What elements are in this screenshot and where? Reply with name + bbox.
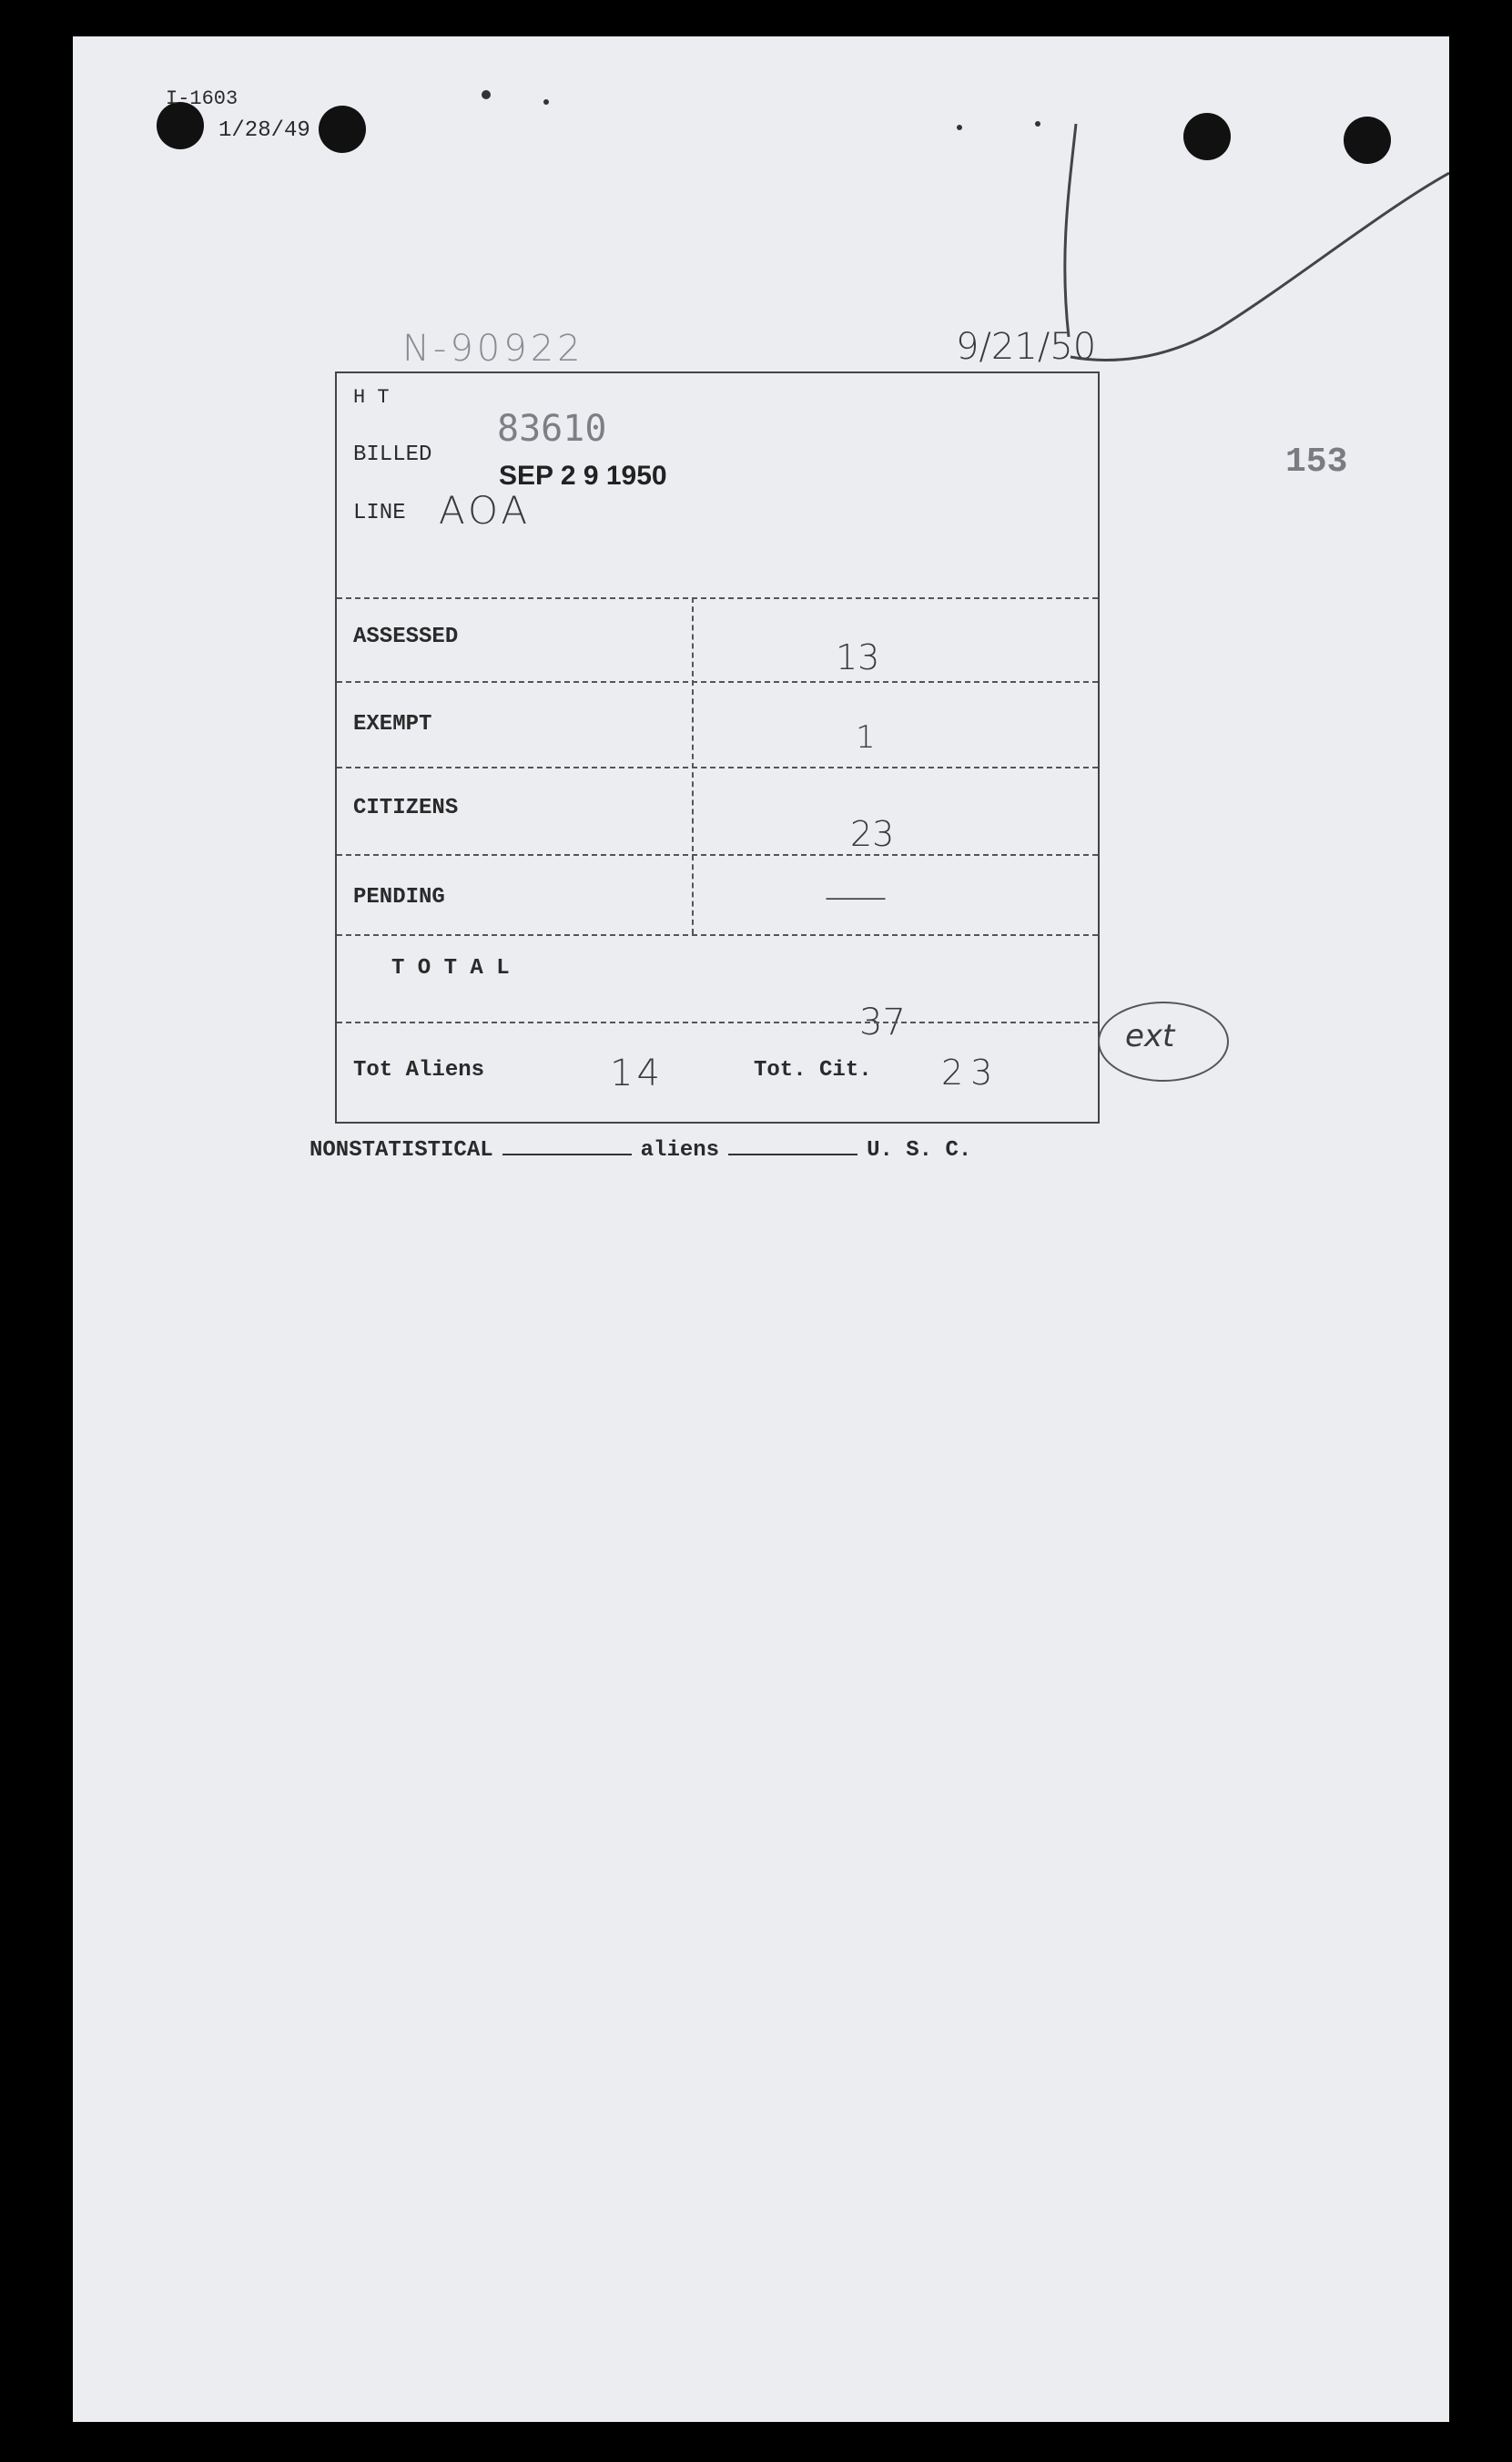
stray-mark — [957, 125, 962, 130]
tot-aliens-label: Tot Aliens — [353, 1058, 485, 1083]
manifest-number: N-90922 — [402, 328, 584, 370]
citizens-label: CITIZENS — [353, 796, 459, 820]
citizens-value: 23 — [850, 814, 895, 854]
line-label: LINE — [353, 501, 406, 525]
tot-cit-value: 23 — [941, 1053, 1000, 1093]
billed-stamp: SEP 2 9 1950 — [499, 461, 667, 491]
usc-label: U. S. C. — [867, 1138, 972, 1163]
pending-value: — — [823, 876, 888, 918]
pen-stroke-curve — [1071, 173, 1449, 360]
handwritten-date: 9/21/50 — [956, 326, 1097, 368]
form-number: I-1603 — [166, 87, 238, 110]
line-value: AOA — [439, 488, 532, 533]
stray-mark — [1035, 121, 1040, 127]
circled-note-text: ext — [1125, 1018, 1175, 1054]
stray-mark — [482, 90, 491, 99]
tot-aliens-value: 14 — [610, 1053, 664, 1094]
total-label: T O T A L — [391, 956, 510, 981]
pen-strokes — [73, 36, 1449, 2422]
assessed-value: 13 — [836, 637, 880, 677]
nonstatistical-label: NONSTATISTICAL — [310, 1138, 493, 1163]
billed-label: BILLED — [353, 443, 432, 467]
total-value: 37 — [859, 1002, 906, 1043]
pending-label: PENDING — [353, 885, 445, 910]
exempt-label: EXEMPT — [353, 712, 432, 737]
tot-cit-label: Tot. Cit. — [754, 1058, 872, 1083]
document-page — [73, 36, 1449, 2422]
ht-number: 83610 — [497, 408, 607, 450]
form-date: 1/28/49 — [218, 118, 310, 143]
ht-label: H T — [353, 386, 390, 409]
aliens-label: aliens — [640, 1138, 720, 1163]
stray-mark — [543, 99, 549, 105]
assessed-label: ASSESSED — [353, 625, 459, 649]
exempt-value: 1 — [856, 719, 876, 756]
pen-stroke-vertical — [1065, 124, 1076, 337]
page-number: 153 — [1285, 443, 1348, 482]
